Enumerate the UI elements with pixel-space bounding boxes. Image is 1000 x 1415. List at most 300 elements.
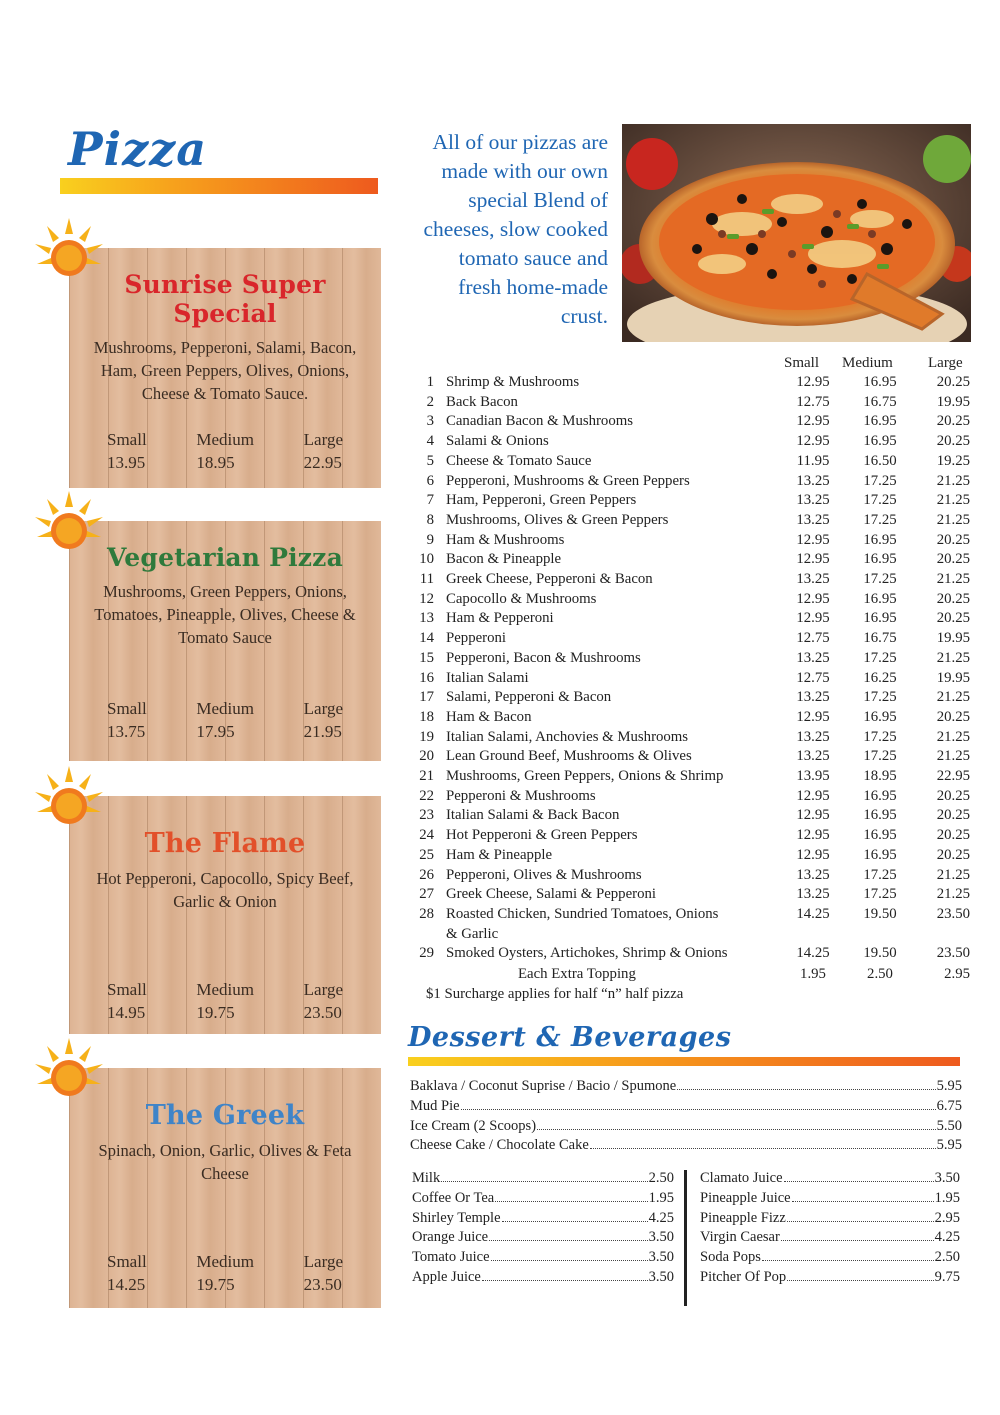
size-label: Large [303, 699, 343, 718]
price-small: 11.95 [796, 452, 830, 469]
header-medium: Medium [842, 355, 893, 371]
beverage-item [412, 1229, 674, 1249]
pizza-name: Bacon & Pineapple [446, 551, 562, 568]
price-small: 12.95 [796, 610, 830, 627]
item-price: 6.75 [936, 1097, 962, 1114]
pizza-number: 7 [426, 492, 434, 509]
dot-leader [491, 1260, 648, 1261]
item-price: 4.25 [648, 1209, 674, 1226]
pizza-number: 17 [419, 689, 434, 706]
price-medium: 16.95 [863, 708, 897, 725]
specialty-description: Hot Pepperoni, Capocollo, Spicy Beef, Garlic & Onion [96, 869, 354, 911]
size-label: Medium [196, 1252, 254, 1271]
item-price: 3.50 [648, 1249, 674, 1266]
price-large: 20.25 [936, 374, 970, 390]
pizza-name: Shrimp & Mushrooms [446, 374, 580, 390]
price-small: 13.95 [796, 768, 830, 784]
size-label: Small [107, 980, 147, 999]
item-name: Virgin Caesar [700, 1229, 780, 1246]
beverage-item [412, 1210, 674, 1230]
price-small: 12.75 [796, 630, 830, 647]
sun-icon [33, 218, 105, 278]
specialty-name: The Flame [144, 828, 306, 859]
item-price: 5.95 [936, 1137, 962, 1154]
size-label: Medium [196, 980, 254, 999]
dot-leader [461, 1109, 936, 1110]
price-row [410, 433, 970, 453]
sun-icon [33, 766, 105, 826]
size-option [304, 697, 343, 743]
beverage-item [700, 1210, 960, 1230]
price-small: 12.95 [796, 531, 830, 548]
pizza-name: Ham & Pineapple [446, 846, 553, 863]
pizza-number: 6 [426, 472, 434, 489]
price-large: 20.25 [936, 413, 970, 430]
size-label: Small [107, 699, 147, 718]
price-small: 12.95 [796, 590, 830, 607]
price-medium: 16.95 [863, 590, 897, 607]
size-label: Large [303, 430, 343, 449]
item-name: Orange Juice [412, 1229, 489, 1246]
dessert-item [410, 1078, 962, 1098]
price-large: 19.95 [936, 393, 970, 410]
pizza-name: Canadian Bacon & Mushrooms [446, 413, 633, 430]
dot-leader [590, 1148, 936, 1149]
price-large: 19.95 [936, 630, 970, 647]
extra-topping-large: 2.95 [944, 966, 970, 982]
price-small: 12.95 [796, 413, 830, 430]
header-small: Small [784, 355, 820, 371]
size-option [196, 428, 254, 474]
price-small: 13.25 [796, 649, 830, 666]
item-name: Mud Pie [410, 1097, 460, 1114]
dot-leader [502, 1221, 648, 1222]
pizza-number: 13 [419, 610, 434, 627]
price-large: 21.25 [936, 748, 970, 765]
pizza-number: 3 [426, 413, 434, 430]
dot-leader [787, 1280, 933, 1281]
pizza-name: Smoked Oysters, Artichokes, Shrimp & Onions [446, 945, 728, 962]
specialty-board [69, 796, 381, 1034]
pizza-name-continued: & Garlic [446, 925, 499, 942]
size-price: 17.95 [196, 722, 235, 741]
size-option [304, 978, 343, 1024]
size-label: Large [303, 1252, 343, 1271]
pizza-number: 10 [419, 551, 434, 568]
price-row [410, 827, 970, 847]
price-row [410, 748, 970, 768]
size-label: Large [303, 980, 343, 999]
dot-leader [482, 1280, 648, 1281]
pizza-number: 20 [419, 748, 434, 765]
pizza-name: Capocollo & Mushrooms [446, 590, 597, 607]
specialty-sizes [107, 1250, 343, 1296]
item-name: Tomato Juice [412, 1249, 490, 1266]
size-price: 18.95 [196, 453, 235, 472]
pizza-number: 23 [419, 807, 434, 824]
price-large: 20.25 [936, 807, 970, 824]
pizza-number: 27 [419, 886, 434, 903]
price-medium: 16.95 [863, 610, 897, 627]
price-row [410, 453, 970, 473]
pizza-name: Greek Cheese, Pepperoni & Bacon [446, 571, 653, 587]
pizza-name: Ham & Mushrooms [446, 531, 565, 548]
dot-leader [495, 1201, 647, 1202]
price-large: 20.25 [936, 708, 970, 725]
surcharge-note: $1 Surcharge applies for half “n” half pizza [426, 986, 684, 1002]
price-small: 13.25 [796, 472, 830, 489]
title-underline-bar [60, 178, 378, 194]
beverage-item [700, 1190, 960, 1210]
price-row [410, 394, 970, 414]
price-medium: 17.25 [863, 472, 897, 489]
pizza-name: Pepperoni [446, 630, 506, 647]
size-option [196, 697, 254, 743]
price-small: 12.75 [796, 393, 830, 410]
price-large: 20.25 [936, 551, 970, 568]
beverage-item [700, 1269, 960, 1289]
pizza-name: Greek Cheese, Salami & Pepperoni [446, 886, 656, 903]
size-price: 23.50 [303, 1275, 342, 1294]
size-option [304, 1250, 343, 1296]
specialty-description: Spinach, Onion, Garlic, Olives & Feta Cheese [98, 1141, 352, 1183]
pizza-number: 11 [419, 571, 434, 587]
price-large: 21.25 [936, 728, 970, 745]
size-option [196, 978, 254, 1024]
price-small: 13.25 [796, 748, 830, 765]
price-small: 12.95 [796, 787, 830, 804]
pizza-number: 16 [419, 669, 434, 686]
pizza-name: Roasted Chicken, Sundried Tomatoes, Onions [446, 905, 719, 922]
price-small: 13.25 [796, 511, 830, 528]
price-large: 22.95 [936, 768, 970, 784]
dot-leader [441, 1181, 647, 1182]
price-large: 21.25 [936, 866, 970, 883]
price-large: 21.25 [936, 492, 970, 509]
size-price: 21.95 [303, 722, 342, 741]
size-label: Medium [196, 430, 254, 449]
item-name: Cheese Cake / Chocolate Cake [410, 1137, 589, 1154]
price-medium: 16.95 [863, 531, 897, 548]
pizza-name: Pepperoni & Mushrooms [446, 787, 596, 804]
price-large: 20.25 [936, 590, 970, 607]
price-medium: 17.25 [863, 728, 897, 745]
beverage-item [412, 1170, 674, 1190]
price-medium: 16.75 [863, 393, 897, 410]
extra-topping-small: 1.95 [800, 966, 826, 982]
pizza-name: Mushrooms, Green Peppers, Onions & Shrimp [446, 768, 724, 784]
price-row [410, 807, 970, 827]
item-price: 5.50 [936, 1117, 962, 1134]
pizza-name: Ham, Pepperoni, Green Peppers [446, 492, 637, 509]
price-medium: 17.25 [863, 748, 897, 765]
price-row [410, 374, 970, 394]
dot-leader [537, 1129, 936, 1130]
item-price: 1.95 [934, 1189, 960, 1206]
beverage-divider [684, 1170, 687, 1306]
pizza-name: Hot Pepperoni & Green Peppers [446, 827, 638, 844]
dot-leader [489, 1240, 648, 1241]
size-price: 14.25 [107, 1275, 146, 1294]
size-option [304, 428, 343, 474]
pizza-name: Pepperoni, Mushrooms & Green Peppers [446, 472, 690, 489]
price-medium: 18.95 [863, 768, 897, 784]
item-name: Ice Cream (2 Scoops) [410, 1117, 537, 1134]
price-medium: 16.50 [863, 452, 897, 469]
price-medium: 16.95 [863, 433, 897, 450]
item-name: Clamato Juice [700, 1170, 783, 1186]
extra-topping-medium: 2.50 [867, 966, 893, 982]
price-row [410, 867, 970, 887]
price-medium: 16.95 [863, 846, 897, 863]
price-row [410, 473, 970, 493]
dessert-underline-bar [408, 1057, 960, 1066]
specialty-board [69, 248, 381, 488]
price-row [410, 729, 970, 749]
pizza-name: Mushrooms, Olives & Green Peppers [446, 511, 669, 528]
price-row [410, 670, 970, 690]
beverage-item [700, 1229, 960, 1249]
size-label: Small [107, 1252, 147, 1271]
item-name: Coffee Or Tea [412, 1189, 495, 1206]
dessert-item [410, 1118, 962, 1138]
size-price: 22.95 [303, 453, 342, 472]
pizza-number: 26 [419, 866, 434, 883]
price-row [410, 413, 970, 433]
price-medium: 17.25 [863, 649, 897, 666]
pizza-name: Italian Salami, Anchovies & Mushrooms [446, 728, 689, 745]
size-option [107, 428, 147, 474]
item-price: 2.50 [934, 1249, 960, 1266]
page-title: Pizza [68, 122, 208, 176]
price-small: 13.25 [796, 689, 830, 706]
dessert-item [410, 1098, 962, 1118]
sun-icon [33, 1038, 105, 1098]
beverage-item [700, 1170, 960, 1190]
size-option [196, 1250, 254, 1296]
price-large: 21.25 [936, 689, 970, 706]
pizza-name: Italian Salami [446, 669, 529, 686]
item-name: Soda Pops [700, 1249, 761, 1266]
pizza-name: Cheese & Tomato Sauce [446, 452, 592, 469]
price-small: 12.95 [796, 708, 830, 725]
pizza-name: Lean Ground Beef, Mushrooms & Olives [446, 748, 692, 765]
pizza-number: 4 [426, 433, 434, 450]
pizza-number: 24 [419, 827, 434, 844]
size-price: 14.95 [107, 1003, 146, 1022]
item-price: 3.50 [648, 1229, 674, 1246]
price-medium: 16.95 [863, 787, 897, 804]
specialty-sizes [107, 697, 343, 743]
price-large: 21.25 [936, 886, 970, 903]
price-row [410, 591, 970, 611]
pizza-name: Pepperoni, Bacon & Mushrooms [446, 649, 641, 666]
price-medium: 16.95 [863, 807, 897, 824]
price-row [410, 551, 970, 571]
price-row [410, 532, 970, 552]
size-option [107, 697, 147, 743]
price-medium: 17.25 [863, 511, 897, 528]
size-label: Small [107, 430, 147, 449]
price-small: 13.25 [796, 886, 830, 903]
pizza-number: 2 [426, 393, 434, 410]
price-small: 13.25 [796, 728, 830, 745]
price-row [410, 650, 970, 670]
size-price: 23.50 [303, 1003, 342, 1022]
dot-leader [781, 1240, 934, 1241]
price-row [410, 847, 970, 867]
item-price: 2.50 [648, 1170, 674, 1186]
intro-text: All of our pizzas are made with our own special Blend of cheeses, slow cooked tomato sauce and fresh home-made crust. [423, 130, 608, 328]
price-large: 19.25 [936, 452, 970, 469]
price-large: 21.25 [936, 571, 970, 587]
price-large: 20.25 [936, 433, 970, 450]
item-name: Pineapple Juice [700, 1189, 791, 1206]
extra-topping-label: Each Extra Topping [518, 966, 636, 982]
item-name: Pitcher Of Pop [700, 1269, 787, 1285]
pizza-number: 18 [419, 708, 434, 725]
price-row [410, 610, 970, 630]
item-price: 3.50 [648, 1269, 674, 1285]
price-large: 20.25 [936, 610, 970, 627]
dot-leader [784, 1181, 934, 1182]
pizza-number: 15 [419, 649, 434, 666]
price-small: 12.95 [796, 807, 830, 824]
beverage-item [412, 1269, 674, 1289]
size-option [107, 978, 147, 1024]
price-large: 20.25 [936, 787, 970, 804]
size-price: 19.75 [196, 1275, 235, 1294]
size-price: 13.95 [107, 453, 146, 472]
pizza-name: Back Bacon [446, 393, 518, 410]
dessert-title: Dessert & Beverages [408, 1022, 732, 1053]
price-small: 14.25 [796, 905, 830, 922]
price-medium: 17.25 [863, 689, 897, 706]
pizza-name: Ham & Bacon [446, 708, 532, 725]
price-medium: 17.25 [863, 866, 897, 883]
price-row [410, 492, 970, 512]
price-small: 13.25 [796, 571, 830, 587]
pizza-number: 28 [419, 905, 434, 922]
pizza-name: Pepperoni, Olives & Mushrooms [446, 866, 642, 883]
price-large: 21.25 [936, 511, 970, 528]
dot-leader [792, 1201, 934, 1202]
price-small: 14.25 [796, 945, 830, 962]
dot-leader [762, 1260, 934, 1261]
price-medium: 19.50 [863, 945, 897, 962]
price-small: 13.25 [796, 492, 830, 509]
size-price: 13.75 [107, 722, 146, 741]
price-medium: 16.25 [863, 669, 897, 686]
price-small: 12.95 [796, 827, 830, 844]
size-option [107, 1250, 147, 1296]
item-price: 9.75 [934, 1269, 960, 1285]
price-large: 19.95 [936, 669, 970, 686]
price-medium: 16.95 [863, 551, 897, 568]
beverage-item [412, 1249, 674, 1269]
pizza-name: Salami, Pepperoni & Bacon [446, 689, 612, 706]
specialty-sizes [107, 428, 343, 474]
pizza-name: Ham & Pepperoni [446, 610, 554, 627]
beverage-item [412, 1190, 674, 1210]
item-price: 2.95 [934, 1209, 960, 1226]
price-medium: 17.25 [863, 492, 897, 509]
specialty-description: Mushrooms, Green Peppers, Onions, Tomatoes, Pineapple, Olives, Cheese & Tomato Sauce [94, 582, 356, 647]
item-name: Baklava / Coconut Suprise / Bacio / Spumone [410, 1078, 677, 1094]
dessert-item [410, 1137, 962, 1157]
dot-leader [677, 1089, 935, 1090]
price-medium: 16.95 [863, 374, 897, 390]
price-row [410, 630, 970, 650]
price-small: 12.95 [796, 551, 830, 568]
pizza-number: 29 [419, 945, 434, 962]
price-large: 21.25 [936, 649, 970, 666]
item-price: 4.25 [934, 1229, 960, 1246]
pizza-name: Italian Salami & Back Bacon [446, 807, 620, 824]
extra-topping-row [410, 966, 970, 986]
pizza-photo [622, 124, 971, 342]
price-small: 12.95 [796, 433, 830, 450]
price-medium: 19.50 [863, 905, 897, 922]
price-row [410, 689, 970, 709]
price-medium: 17.25 [863, 571, 897, 587]
item-name: Pineapple Fizz [700, 1209, 786, 1226]
price-row [410, 571, 970, 591]
price-small: 12.95 [796, 374, 830, 390]
item-price: 3.50 [934, 1170, 960, 1186]
price-medium: 17.25 [863, 886, 897, 903]
header-large: Large [928, 355, 963, 371]
item-price: 5.95 [936, 1078, 962, 1094]
dot-leader [787, 1221, 934, 1222]
size-price: 19.75 [196, 1003, 235, 1022]
specialty-board [69, 1068, 381, 1308]
price-medium: 16.75 [863, 630, 897, 647]
pizza-number: 8 [426, 511, 434, 528]
item-price: 1.95 [648, 1189, 674, 1206]
item-name: Apple Juice [412, 1269, 481, 1285]
price-row [410, 906, 970, 926]
price-small: 13.25 [796, 866, 830, 883]
pizza-number: 22 [419, 787, 434, 804]
pizza-name: Salami & Onions [446, 433, 549, 450]
pizza-number: 5 [426, 452, 434, 469]
price-large: 20.25 [936, 827, 970, 844]
price-row [410, 945, 970, 965]
specialty-name: Vegetarian Pizza [107, 543, 343, 572]
price-large: 20.25 [936, 846, 970, 863]
sun-icon [33, 491, 105, 551]
item-name: Milk [412, 1170, 441, 1186]
price-small: 12.75 [796, 669, 830, 686]
specialty-name: Sunrise Super Special [124, 270, 326, 328]
price-small: 12.95 [796, 846, 830, 863]
specialty-description: Mushrooms, Pepperoni, Salami, Bacon, Ham, Green Peppers, Olives, Onions, Cheese & Tomato Sauce. [93, 338, 357, 403]
specialty-sizes [107, 978, 343, 1024]
pizza-number: 14 [419, 630, 434, 647]
pizza-number: 25 [419, 846, 434, 863]
pizza-number: 19 [419, 728, 434, 745]
price-medium: 16.95 [863, 827, 897, 844]
specialty-board [69, 521, 381, 761]
price-large: 20.25 [936, 531, 970, 548]
pizza-number: 12 [419, 590, 434, 607]
price-table-header [770, 355, 970, 375]
price-large: 23.50 [936, 905, 970, 922]
price-row [410, 768, 970, 788]
price-row [410, 886, 970, 906]
specialty-name: The Greek [145, 1100, 305, 1131]
